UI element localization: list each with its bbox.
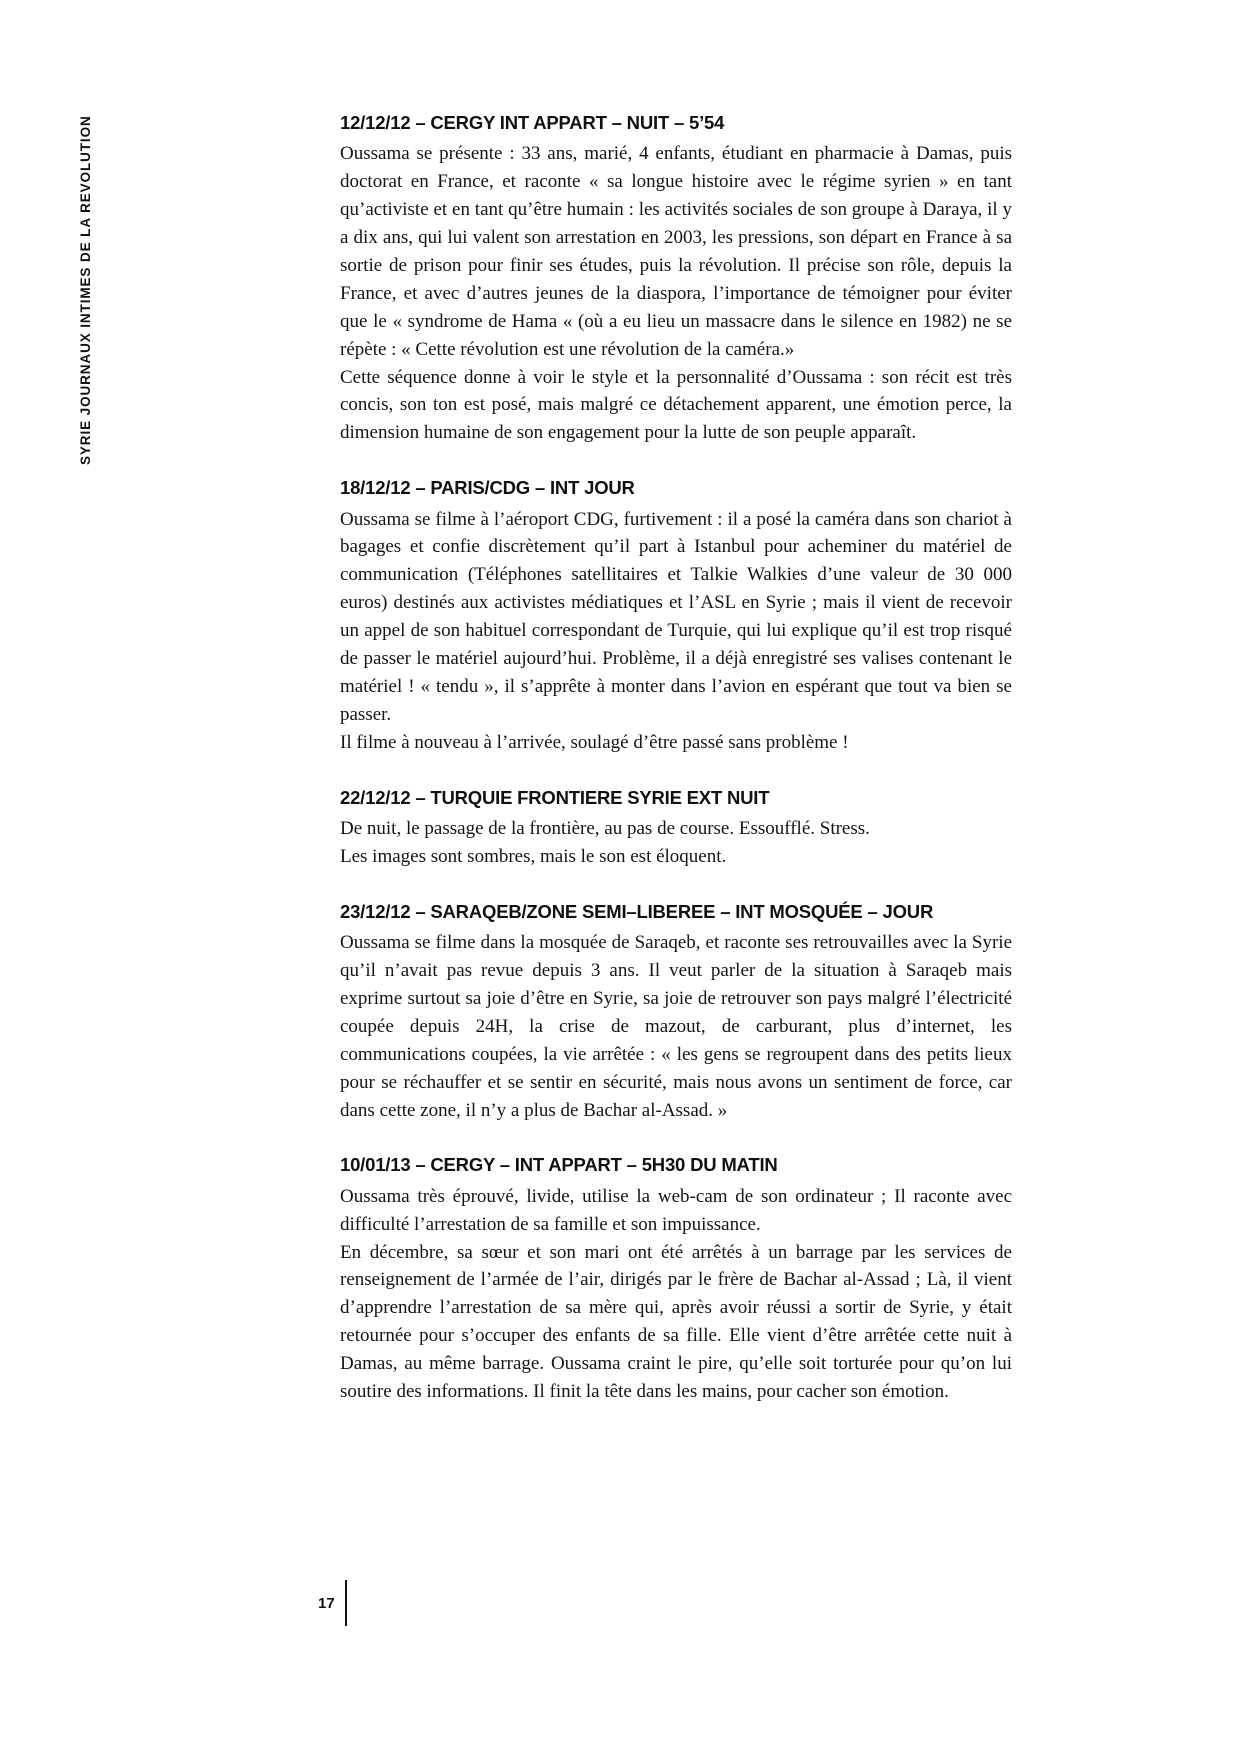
section-entry bbox=[340, 1154, 1012, 1406]
running-head: SYRIE JOURNAUX INTIMES DE LA REVOLUTION bbox=[78, 115, 93, 465]
footer-rule bbox=[345, 1580, 347, 1626]
section-paragraph: Oussama très éprouvé, livide, utilise la web-cam de son ordinateur ; Il raconte avec difficulté l’arrestation de sa famille et son impuissance. bbox=[340, 1185, 1012, 1235]
section-entry bbox=[340, 787, 1012, 871]
section-paragraph: Oussama se filme à l’aéroport CDG, furtivement : il a posé la caméra dans son chariot à bagages et confie discrètement qu’il part à Istanbul pour acheminer du matériel de communication (Téléphones satellitaires et Talkie Walkies d’une valeur de 30 000 euros) destinés aux activistes médiatiques et l’ASL en Syrie ; mais il vient de recevoir un appel de son habituel correspondant de Turquie, qui lui explique qu’il est trop risqué de passer le matériel aujourd’hui. Problème, il a déjà enregistré ses valises contenant le matériel ! « tendu », il s’apprête à monter dans l’avion en espérant que tout va bien se passer. bbox=[340, 508, 1012, 725]
page-number: 17 bbox=[318, 1594, 335, 1612]
section-paragraph: Oussama se présente : 33 ans, marié, 4 enfants, étudiant en pharmacie à Damas, puis doctorat en France, et raconte « sa longue histoire avec le régime syrien » en tant qu’activiste et en tant qu’être humain : les activités sociales de son groupe à Daraya, il y a dix ans, qui lui valent son arrestation en 2003, les pressions, son départ en France à sa sortie de prison pour finir ses études, puis la révolution. Il précise son rôle, depuis la France, et avec d’autres jeunes de la diaspora, l’importance de témoigner pour éviter que le « syndrome de Hama « (où a eu lieu un massacre dans le silence en 1982) ne se répète : « Cette révolution est une révolution de la caméra.» bbox=[340, 143, 1012, 360]
section-entry bbox=[340, 477, 1012, 756]
section-paragraph: De nuit, le passage de la frontière, au pas de course. Essoufflé. Stress. bbox=[340, 818, 870, 839]
section-entry bbox=[340, 901, 1012, 1125]
section-paragraph: Cette séquence donne à voir le style et la personnalité d’Oussama : son récit est très concis, son ton est posé, mais malgré ce détachement apparent, une émotion perce, la dimension humaine de son engagement pour la lutte de son peuple apparaît. bbox=[340, 366, 1012, 444]
section-title: 18/12/12 – PARIS/CDG – INT JOUR bbox=[340, 477, 635, 499]
section-entry bbox=[340, 112, 1012, 447]
section-paragraph: Oussama se filme dans la mosquée de Saraqeb, et raconte ses retrouvailles avec la Syrie qu’il n’avait pas revue depuis 3 ans. Il veut parler de la situation à Saraqeb mais exprime surtout sa joie d’être en Syrie, sa joie de retrouver son pays malgré l’électricité coupée depuis 24H, la crise de mazout, de carburant, plus d’internet, les communications coupées, la vie arrêtée : « les gens se regroupent dans des petits lieux pour se réchauffer et se sentir en sécurité, mais nous avons un sentiment de force, car dans cette zone, il n’y a plus de Bachar al-Assad. » bbox=[340, 932, 1012, 1121]
section-paragraph: En décembre, sa sœur et son mari ont été arrêtés à un barrage par les services de renseignement de l’armée de l’air, dirigés par le frère de Bachar al-Assad ; Là, il vient d’apprendre l’arrestation de sa mère qui, après avoir réussi a sortir de Syrie, y était retournée pour s’occuper des enfants de sa fille. Elle vient d’être arrêtée cette nuit à Damas, au même barrage. Oussama craint le pire, qu’elle soit torturée pour qu’on lui soutire des informations. Il finit la tête dans les mains, pour cacher son émotion. bbox=[340, 1241, 1012, 1403]
page-footer bbox=[318, 1580, 347, 1626]
section-paragraph: Les images sont sombres, mais le son est éloquent. bbox=[340, 845, 727, 867]
page-content bbox=[340, 112, 1012, 1406]
section-title: 22/12/12 – TURQUIE FRONTIERE SYRIE EXT NUIT bbox=[340, 786, 770, 808]
section-title: 23/12/12 – SARAQEB/ZONE SEMI–LIBEREE – INT MOSQUÉE – JOUR bbox=[340, 900, 934, 922]
section-paragraph: Il filme à nouveau à l’arrivée, soulagé d’être passé sans problème ! bbox=[340, 731, 849, 753]
section-title: 10/01/13 – CERGY – INT APPART – 5H30 DU MATIN bbox=[340, 1154, 778, 1176]
section-title: 12/12/12 – CERGY INT APPART – NUIT – 5’54 bbox=[340, 112, 725, 133]
